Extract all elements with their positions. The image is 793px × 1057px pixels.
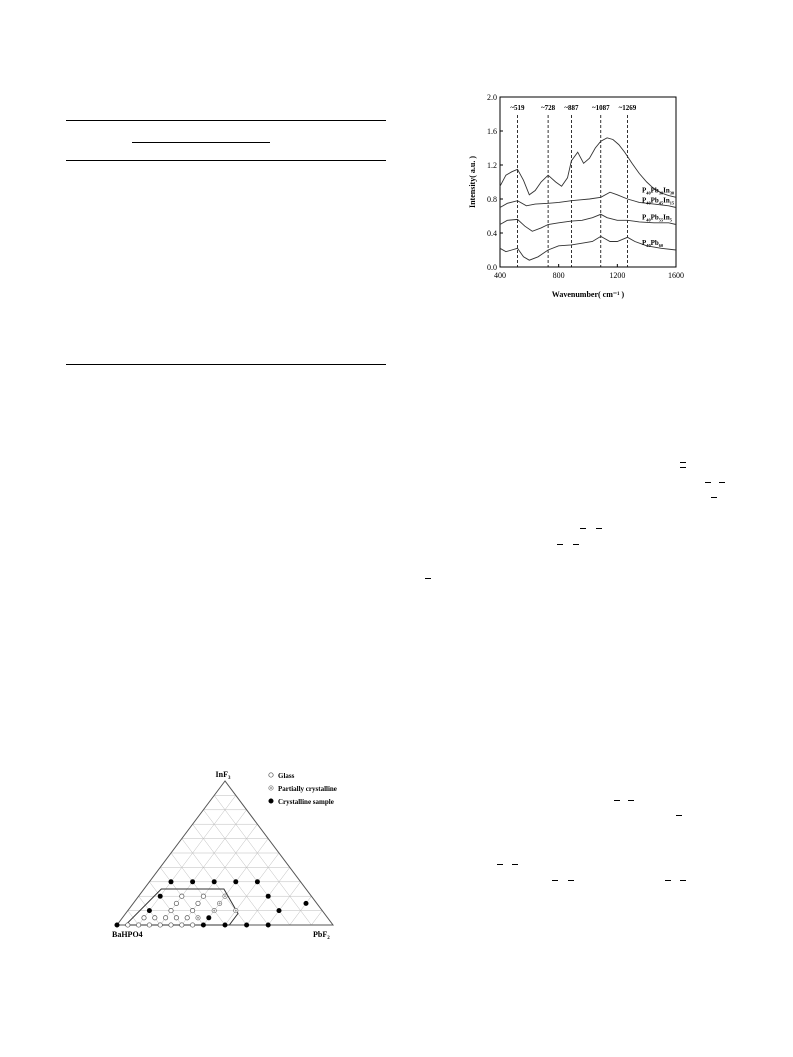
vertex-label-top: InF$_3$ bbox=[215, 770, 231, 781]
data-point-partial bbox=[235, 910, 237, 912]
y-tick-label: 1.2 bbox=[487, 161, 497, 170]
overbar-mark bbox=[665, 880, 671, 881]
data-point-glass bbox=[126, 923, 130, 927]
overbar-mark bbox=[680, 880, 686, 881]
data-point-glass bbox=[180, 923, 184, 927]
x-axis-label: Wavenumber( cm⁻¹ ) bbox=[551, 290, 625, 299]
legend-marker-glass bbox=[269, 773, 273, 777]
spectra-chart bbox=[460, 88, 700, 320]
y-tick-label: 2.0 bbox=[487, 93, 497, 102]
series-label: $P_{40}Pb_{45}In_{15}$ bbox=[642, 196, 675, 206]
data-point-glass bbox=[163, 916, 167, 920]
series-label: $P_{40}Pb_{60}$ bbox=[642, 239, 664, 248]
legend-marker-crystal bbox=[269, 799, 273, 803]
overbar-mark bbox=[676, 815, 682, 816]
data-point-glass bbox=[180, 894, 184, 898]
overbar-mark bbox=[552, 880, 558, 881]
legend-label: Partially crystalline bbox=[278, 785, 337, 793]
legend-marker-partial bbox=[270, 787, 272, 789]
table-header-subrule bbox=[132, 142, 270, 143]
overbar-mark bbox=[614, 800, 620, 801]
peak-label: ~887 bbox=[564, 104, 579, 112]
x-tick-label: 800 bbox=[552, 271, 565, 280]
data-point-partial bbox=[219, 902, 221, 904]
overbar-mark bbox=[719, 482, 725, 483]
x-tick-label: 1200 bbox=[609, 271, 626, 280]
plot-frame bbox=[500, 97, 676, 267]
overbar-mark bbox=[512, 864, 518, 865]
data-point-glass bbox=[169, 908, 173, 912]
grid-line bbox=[225, 853, 279, 925]
y-tick-label: 0.4 bbox=[487, 229, 497, 238]
overbar-mark bbox=[573, 544, 579, 545]
data-point-glass bbox=[136, 923, 140, 927]
data-point-glass bbox=[190, 923, 194, 927]
grid-line bbox=[268, 882, 300, 925]
data-point-crystal bbox=[234, 880, 238, 884]
series-label: $P_{40}Pb_{55}In_5$ bbox=[642, 213, 672, 223]
data-point-glass bbox=[169, 923, 173, 927]
data-point-crystal bbox=[190, 880, 194, 884]
y-tick-label: 0.8 bbox=[487, 195, 497, 204]
grid-line bbox=[311, 911, 322, 925]
data-point-glass bbox=[174, 901, 178, 905]
data-point-glass bbox=[174, 916, 178, 920]
peak-label: ~728 bbox=[541, 104, 556, 112]
data-point-crystal bbox=[212, 880, 216, 884]
data-point-glass bbox=[185, 916, 189, 920]
data-point-crystal bbox=[201, 923, 205, 927]
overbar-mark bbox=[425, 578, 431, 579]
table-bottom-rule bbox=[66, 364, 386, 365]
x-tick-label: 1600 bbox=[668, 271, 684, 280]
data-point-crystal bbox=[207, 916, 211, 920]
data-point-crystal bbox=[244, 923, 248, 927]
table-top-rule bbox=[66, 120, 386, 121]
data-point-glass bbox=[142, 916, 146, 920]
overbar-mark bbox=[628, 800, 634, 801]
data-point-glass bbox=[147, 923, 151, 927]
vertex-label-right: PbF$_2$ bbox=[313, 930, 330, 941]
overbar-mark bbox=[705, 482, 711, 483]
data-point-crystal bbox=[266, 894, 270, 898]
data-point-crystal bbox=[266, 923, 270, 927]
data-point-partial bbox=[224, 895, 226, 897]
grid-line bbox=[214, 795, 311, 925]
data-point-crystal bbox=[158, 894, 162, 898]
data-point-glass bbox=[190, 908, 194, 912]
table-mid-rule bbox=[66, 160, 386, 161]
ternary-diagram bbox=[105, 765, 345, 945]
peak-label: ~519 bbox=[510, 104, 525, 112]
legend-label: Crystalline sample bbox=[278, 798, 334, 806]
grid-line bbox=[139, 795, 236, 925]
data-point-crystal bbox=[115, 923, 119, 927]
data-point-crystal bbox=[277, 908, 281, 912]
data-point-crystal bbox=[169, 880, 173, 884]
spectrum-line bbox=[500, 236, 676, 260]
data-point-crystal bbox=[223, 923, 227, 927]
data-point-glass bbox=[153, 916, 157, 920]
data-point-partial bbox=[213, 910, 215, 912]
spectrum-line bbox=[500, 138, 676, 198]
y-tick-label: 0.0 bbox=[487, 263, 497, 272]
y-axis-label: Intensity( a.u. ) bbox=[468, 155, 477, 209]
legend-label: Glass bbox=[278, 772, 295, 780]
data-point-glass bbox=[158, 923, 162, 927]
overbar-mark bbox=[568, 880, 574, 881]
data-point-glass bbox=[201, 894, 205, 898]
data-point-glass bbox=[196, 901, 200, 905]
data-point-crystal bbox=[304, 901, 308, 905]
peak-label: ~1269 bbox=[618, 104, 637, 112]
equals-sign bbox=[680, 462, 686, 468]
overbar-mark bbox=[580, 528, 586, 529]
data-point-crystal bbox=[147, 908, 151, 912]
y-tick-label: 1.6 bbox=[487, 127, 497, 136]
data-point-partial bbox=[197, 917, 199, 919]
overbar-mark bbox=[557, 544, 563, 545]
data-point-crystal bbox=[255, 880, 259, 884]
vertex-label-left: BaHPO4 bbox=[112, 930, 143, 939]
overbar-mark bbox=[711, 497, 717, 498]
peak-label: ~1087 bbox=[591, 104, 610, 112]
overbar-mark bbox=[596, 528, 602, 529]
grid-line bbox=[193, 824, 269, 925]
x-tick-label: 400 bbox=[494, 271, 506, 280]
overbar-mark bbox=[497, 864, 503, 865]
series-label: $P_{40}Pb_{30}In_{30}$ bbox=[642, 186, 675, 196]
